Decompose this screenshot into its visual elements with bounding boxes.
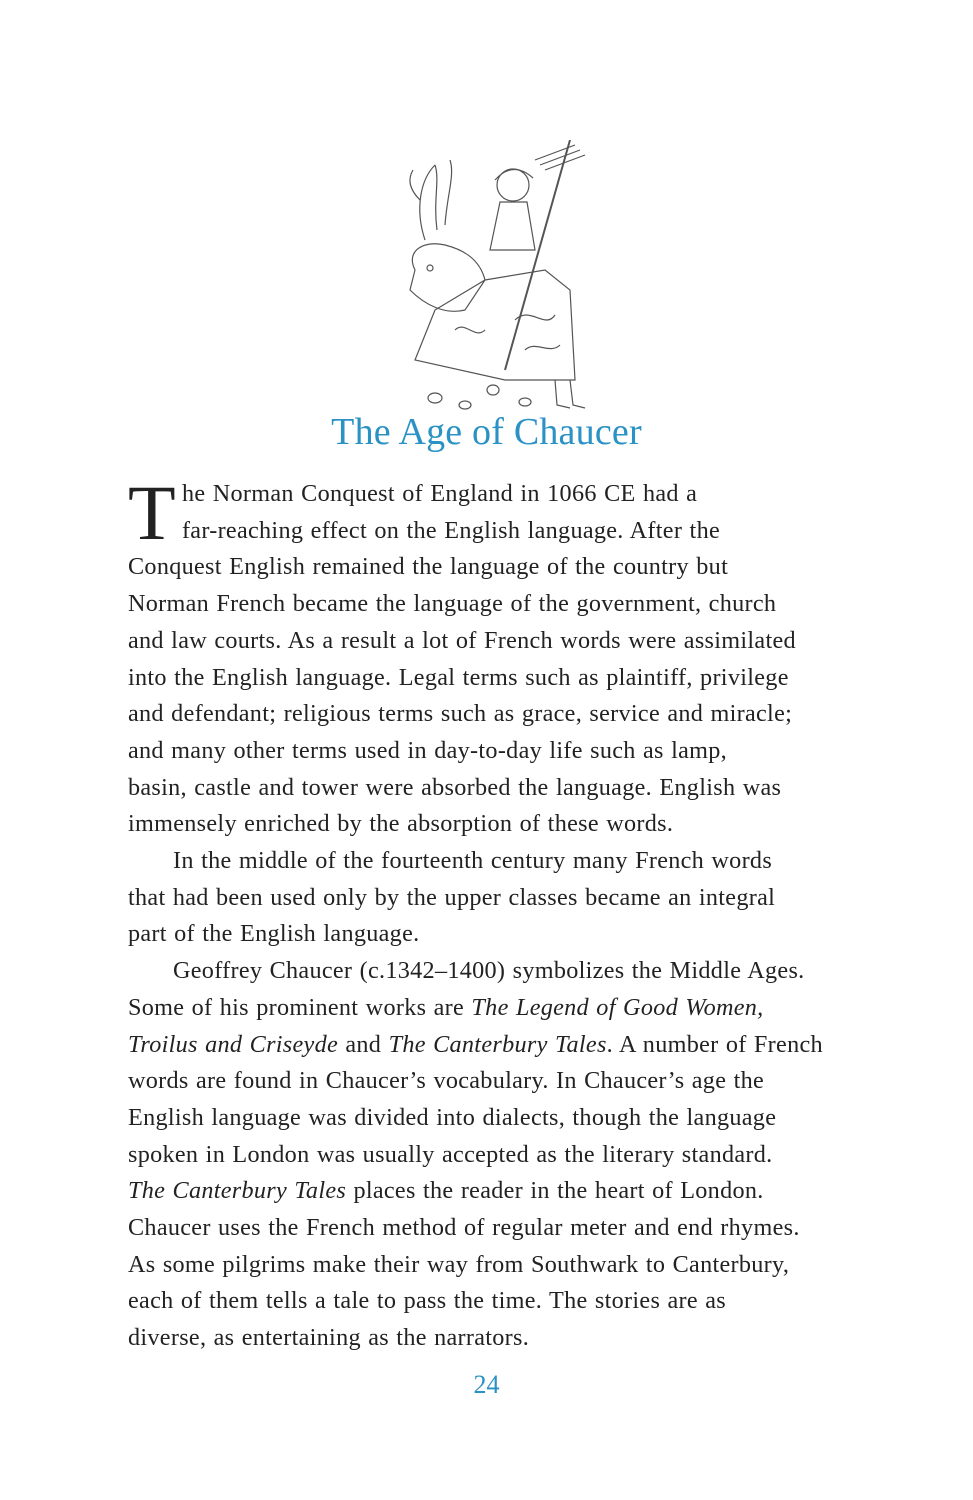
text-span: places the reader in the heart of London. bbox=[346, 1177, 764, 1205]
text-span: Some of his prominent works are bbox=[128, 993, 472, 1021]
text-line: Conquest English remained the language of the country but bbox=[128, 553, 729, 581]
text-line: into the English language. Legal terms such as plaintiff, privilege bbox=[128, 663, 789, 691]
text-line: Chaucer uses the French method of regular meter and end rhymes. bbox=[128, 1214, 800, 1242]
text-line: words are found in Chaucer’s vocabulary. In Chaucer’s age the bbox=[128, 1067, 765, 1095]
paragraph-1 bbox=[128, 469, 888, 843]
text-line: basin, castle and tower were absorbed the language. English was bbox=[128, 773, 782, 801]
text-span: . A number of French bbox=[606, 1030, 823, 1058]
paragraph-2 bbox=[128, 843, 888, 953]
text-line: Geoffrey Chaucer (c.1342–1400) symbolizes the Middle Ages. bbox=[173, 957, 805, 985]
text-line: part of the English language. bbox=[128, 920, 420, 948]
text-line: far-reaching effect on the English language. After the bbox=[181, 516, 720, 544]
drop-cap: T bbox=[128, 469, 176, 556]
page-title: The Age of Chaucer bbox=[331, 411, 642, 453]
text-line: Norman French became the language of the government, church bbox=[128, 590, 777, 618]
text-line: he Norman Conquest of England in 1066 CE had a bbox=[181, 480, 698, 507]
book-title: The Canterbury Tales bbox=[128, 1177, 347, 1205]
text-line: English language was divided into dialects, though the language bbox=[128, 1103, 777, 1131]
knight-on-horseback-icon bbox=[395, 140, 595, 415]
text-line: each of them tells a tale to pass the time. The stories are as bbox=[128, 1287, 727, 1315]
paragraph-3 bbox=[128, 953, 888, 1357]
text-line: immensely enriched by the absorption of these words. bbox=[128, 810, 674, 838]
text-line: In the middle of the fourteenth century many French words bbox=[173, 847, 773, 875]
text-line: and many other terms used in day-to-day life such as lamp, bbox=[128, 736, 728, 764]
text-span: and bbox=[338, 1030, 389, 1058]
text-line: that had been used only by the upper classes became an integral bbox=[128, 883, 776, 911]
book-title: The Canterbury Tales bbox=[388, 1030, 607, 1058]
book-title: Troilus and Criseyde bbox=[128, 1030, 339, 1058]
book-title: The Legend of Good Women, bbox=[471, 993, 764, 1021]
page-number: 24 bbox=[473, 1370, 500, 1399]
text-line bbox=[128, 1027, 888, 1064]
text-line: As some pilgrims make their way from Southwark to Canterbury, bbox=[128, 1250, 790, 1278]
text-line bbox=[128, 990, 888, 1027]
text-line: diverse, as entertaining as the narrators. bbox=[128, 1324, 530, 1352]
body-text bbox=[128, 469, 888, 1357]
text-line: and defendant; religious terms such as grace, service and miracle; bbox=[128, 700, 793, 728]
text-line bbox=[128, 1173, 888, 1210]
text-line: and law courts. As a result a lot of French words were assimilated bbox=[128, 626, 796, 654]
text-line: spoken in London was usually accepted as the literary standard. bbox=[128, 1140, 773, 1168]
knight-illustration bbox=[395, 140, 595, 415]
